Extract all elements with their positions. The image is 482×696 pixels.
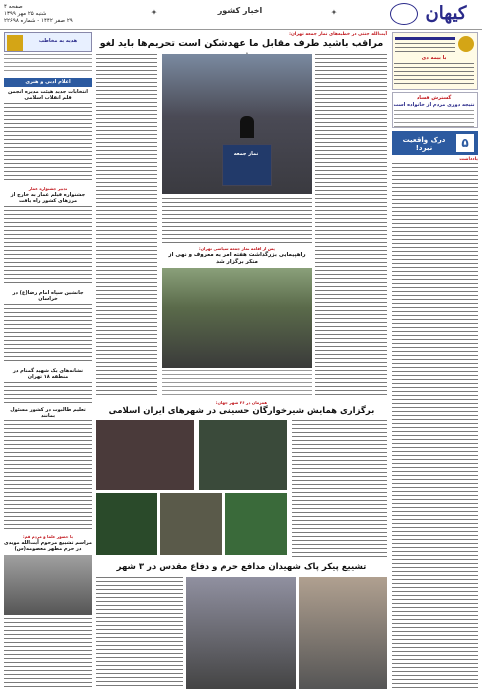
article-text [4, 304, 92, 364]
main-headline: مراقب باشید طرف مقابل ما عهدشکن است تحریم‌ها باید لغو [99, 38, 384, 49]
section2-headline: برگزاری همایش شیرخوارگان حسینی در شهرهای ایران اسلامی [108, 406, 375, 416]
article-text [96, 246, 157, 396]
speaker-figure [240, 116, 254, 138]
article-text [4, 382, 92, 404]
headline-unknown-martyr: نشانه‌های یک شهید گمنام در منطقه ۱۸ تهران [12, 368, 84, 380]
ad-title: با بیمه دی [421, 55, 447, 61]
article-text [4, 420, 92, 530]
gift-icon [7, 35, 23, 51]
section3-headline: تشییع پیکر پاک شهیدان مدافع حرم و دفاع مقدس در ۳ شهر [116, 562, 367, 572]
star-ornament-icon: ✦ [150, 8, 158, 17]
column-kicker: یادداشت [459, 157, 478, 162]
podium [222, 144, 272, 186]
moayedi-funeral-photo [4, 555, 92, 615]
funeral-photo-1 [299, 577, 387, 689]
ad-box [392, 32, 478, 90]
funeral-photo-2 [186, 577, 296, 689]
photo-caption-text [162, 370, 312, 396]
culture-banner: اعلام ادبی و هنری [4, 78, 92, 87]
headline-pen-association: انتخابات جدید هیئت مدیره انجمن قلم انقلاب اسلامی [8, 89, 88, 101]
newspaper-logo: کیهان [425, 3, 467, 24]
podium-label: نماز جمعه [233, 151, 259, 157]
article-text [96, 54, 157, 244]
march-photo [162, 268, 312, 368]
article-text [4, 618, 92, 689]
column-number: ۵ [456, 134, 474, 152]
qom-kicker: با حضور علما و مردم قم: [23, 534, 73, 539]
article-text [4, 54, 92, 74]
headline-sepah: جانشین سپاه امام رضا(ع) در خراسان [12, 290, 84, 302]
infant-photo-2 [96, 420, 194, 490]
gift-box [4, 32, 92, 52]
main-photo-crowd [162, 54, 312, 194]
main-kicker: آیت‌الله جنتی در خطبه‌های نماز جمعه تهران: [289, 32, 387, 37]
column-banner [392, 131, 478, 155]
issue-info: صفحه ۴ شنبه ۲۵ مهر ۱۳۹۹ ۲۹ صفر ۱۴۴۲ - شماره ۲۲۶۹۸ [4, 4, 73, 24]
article-text [315, 54, 387, 244]
headline-taliban: تعلیم طالبوت در کشور مسئول بمانند [10, 407, 86, 419]
column-body [392, 163, 478, 689]
ad-headline-2: نتیجه دوری مردم از خانواده است [393, 102, 475, 108]
ammar-kicker: تدبیر جشنواره عمار [28, 186, 68, 191]
page-section-title: اخبار کشور [217, 6, 263, 15]
infant-photo-3 [225, 493, 287, 555]
gift-box-title: هدیه به مخاطب [38, 38, 78, 44]
article-text [292, 420, 387, 558]
mid-kicker: پس از اقامه نماز جمعه سیاسی تهران: [199, 246, 275, 251]
infant-photo-1 [199, 420, 287, 490]
infant-photo-5 [96, 493, 157, 555]
ad-box-2 [392, 92, 478, 128]
infant-photo-4 [160, 493, 222, 555]
star-ornament-icon: ✦ [330, 8, 338, 17]
column-title: درک واقعیت نبرد! [402, 136, 446, 152]
headline-ammar-festival: جشنواره فیلم عمار به خارج از مرزهای کشور راه یافت [10, 192, 86, 204]
headline-moayedi-funeral: مراسم تشییع مرحوم آیت‌الله مویدی در حرم مطهر معصومه(س) [4, 540, 92, 552]
masthead [0, 0, 482, 30]
sun-icon [458, 36, 474, 52]
mid-headline: راهپیمایی بزرگداشت هفته امر به معروف و نهی از منکر برگزار شد [168, 252, 306, 265]
article-text [4, 206, 92, 286]
article-text [4, 103, 92, 183]
section2-kicker: همزمان در ۲۶ شهر جهان: [215, 400, 268, 405]
article-text [162, 198, 312, 244]
ad-headline-1: گسترش فساد [416, 95, 452, 101]
article-text [315, 246, 387, 396]
article-text [96, 577, 183, 689]
logo-emblem-icon [390, 3, 418, 25]
